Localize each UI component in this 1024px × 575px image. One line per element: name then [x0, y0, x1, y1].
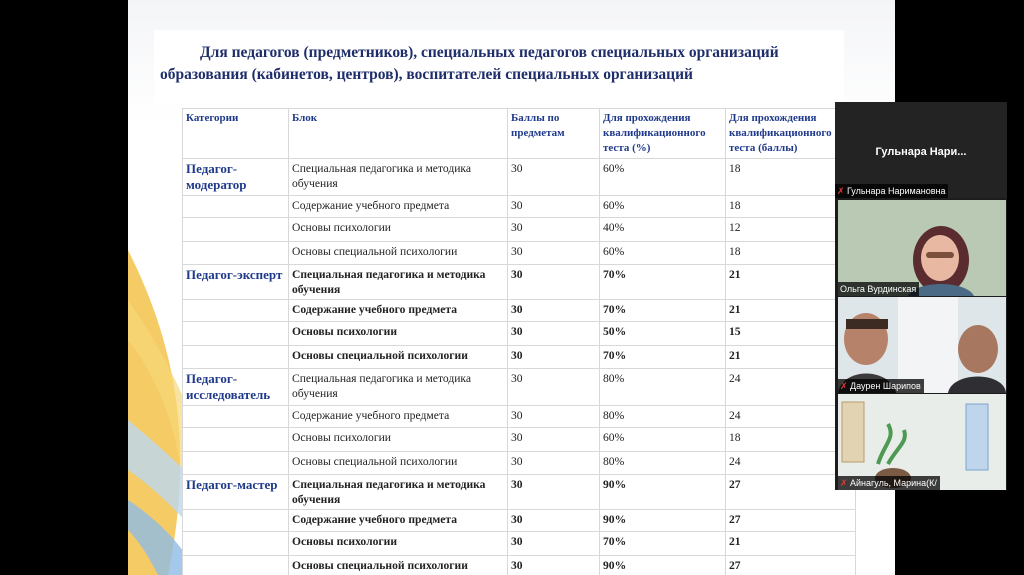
block-cell: Содержание учебного предмета — [289, 196, 508, 218]
block-cell: Основы специальной психологии — [289, 346, 508, 369]
table-row — [183, 300, 856, 322]
percent-cell: 60% — [600, 196, 726, 218]
mic-muted-icon: ✗ — [840, 478, 848, 488]
participant-nameplate — [838, 282, 919, 296]
block-cell: Специальная педагогика и методика обучения — [289, 159, 508, 196]
participant-nameplate — [835, 184, 948, 198]
table-row — [183, 196, 856, 218]
table-header-row — [183, 109, 856, 159]
mic-muted-icon: ✗ — [840, 381, 848, 391]
percent-cell: 70% — [600, 300, 726, 322]
points-cell: 21 — [726, 300, 856, 322]
points-cell: 24 — [726, 369, 856, 406]
score-cell: 30 — [508, 510, 600, 532]
participant-name: Даурен Шарипов — [850, 381, 921, 391]
participant-video-tile[interactable] — [838, 200, 1006, 296]
category-cell — [183, 322, 289, 346]
points-cell: 18 — [726, 196, 856, 218]
category-cell: Педагог-исследователь — [183, 369, 289, 406]
block-cell: Основы психологии — [289, 532, 508, 556]
table-row — [183, 242, 856, 265]
active-speaker-tile[interactable] — [835, 102, 1007, 198]
category-cell — [183, 532, 289, 556]
percent-cell: 80% — [600, 406, 726, 428]
table-row — [183, 510, 856, 532]
header-category: Категории — [183, 109, 289, 159]
table-row — [183, 265, 856, 300]
percent-cell: 60% — [600, 428, 726, 452]
block-cell: Содержание учебного предмета — [289, 406, 508, 428]
points-cell: 24 — [726, 452, 856, 475]
score-cell: 30 — [508, 406, 600, 428]
participant-nameplate — [838, 476, 940, 490]
score-cell: 30 — [508, 218, 600, 242]
table-row — [183, 532, 856, 556]
category-cell — [183, 510, 289, 532]
percent-cell: 90% — [600, 475, 726, 510]
percent-cell: 70% — [600, 532, 726, 556]
table-row — [183, 346, 856, 369]
score-cell: 30 — [508, 369, 600, 406]
participant-name: Айнагуль, Марина(К/ — [850, 478, 937, 488]
score-cell: 30 — [508, 346, 600, 369]
block-cell: Основы специальной психологии — [289, 556, 508, 575]
block-cell: Основы психологии — [289, 218, 508, 242]
points-cell: 21 — [726, 532, 856, 556]
points-cell: 18 — [726, 159, 856, 196]
category-cell — [183, 346, 289, 369]
score-cell: 30 — [508, 452, 600, 475]
block-cell: Основы психологии — [289, 322, 508, 346]
table-row — [183, 369, 856, 406]
presentation-slide — [128, 0, 895, 575]
percent-cell: 80% — [600, 452, 726, 475]
category-cell: Педагог-модератор — [183, 159, 289, 196]
category-cell — [183, 452, 289, 475]
participant-name: Ольга Вурдинская — [840, 284, 917, 294]
points-cell: 12 — [726, 218, 856, 242]
score-cell: 30 — [508, 475, 600, 510]
header-score: Баллы по предметам — [508, 109, 600, 159]
active-speaker-name: Гульнара Нари... — [875, 146, 967, 158]
score-cell: 30 — [508, 428, 600, 452]
points-cell: 18 — [726, 428, 856, 452]
points-cell: 15 — [726, 322, 856, 346]
block-cell: Специальная педагогика и методика обучения — [289, 369, 508, 406]
block-cell: Основы специальной психологии — [289, 452, 508, 475]
block-cell: Содержание учебного предмета — [289, 300, 508, 322]
category-cell — [183, 556, 289, 575]
table-row — [183, 218, 856, 242]
points-cell: 21 — [726, 265, 856, 300]
block-cell: Содержание учебного предмета — [289, 510, 508, 532]
percent-cell: 50% — [600, 322, 726, 346]
category-cell — [183, 196, 289, 218]
header-points: Для прохождения квалификационного теста (баллы) — [726, 109, 856, 159]
table-row — [183, 556, 856, 575]
block-cell: Основы специальной психологии — [289, 242, 508, 265]
percent-cell: 80% — [600, 369, 726, 406]
points-cell: 18 — [726, 242, 856, 265]
participant-name: Гульнара Наримановна — [847, 186, 946, 196]
points-cell: 27 — [726, 510, 856, 532]
table-row — [183, 406, 856, 428]
video-participants-panel — [835, 102, 1007, 490]
percent-cell: 60% — [600, 159, 726, 196]
score-cell: 30 — [508, 265, 600, 300]
points-cell: 24 — [726, 406, 856, 428]
points-cell: 21 — [726, 346, 856, 369]
score-cell: 30 — [508, 532, 600, 556]
percent-cell: 70% — [600, 346, 726, 369]
percent-cell: 90% — [600, 556, 726, 575]
slide-title: Для педагогов (предметников), специальных педагогов специальных организаций образования (кабинетов, центров), воспитателей специальных организаций — [160, 44, 779, 83]
percent-cell: 90% — [600, 510, 726, 532]
participant-video-tile[interactable] — [838, 297, 1006, 393]
participant-nameplate — [838, 379, 924, 393]
header-block: Блок — [289, 109, 508, 159]
block-cell: Специальная педагогика и методика обучения — [289, 265, 508, 300]
table-row — [183, 428, 856, 452]
category-cell: Педагог-эксперт — [183, 265, 289, 300]
score-cell: 30 — [508, 196, 600, 218]
header-percent: Для прохождения квалификационного теста (%) — [600, 109, 726, 159]
qualification-table — [182, 108, 856, 575]
points-cell: 27 — [726, 475, 856, 510]
block-cell: Основы психологии — [289, 428, 508, 452]
score-cell: 30 — [508, 159, 600, 196]
category-cell — [183, 242, 289, 265]
percent-cell: 70% — [600, 265, 726, 300]
table-row — [183, 452, 856, 475]
score-cell: 30 — [508, 322, 600, 346]
block-cell: Специальная педагогика и методика обучения — [289, 475, 508, 510]
table-row — [183, 159, 856, 196]
category-cell — [183, 300, 289, 322]
score-cell: 30 — [508, 556, 600, 575]
table-row — [183, 475, 856, 510]
percent-cell: 60% — [600, 242, 726, 265]
category-cell — [183, 218, 289, 242]
participant-video-tile[interactable] — [838, 394, 1006, 490]
percent-cell: 40% — [600, 218, 726, 242]
table-row — [183, 322, 856, 346]
category-cell — [183, 406, 289, 428]
category-cell — [183, 428, 289, 452]
mic-muted-icon: ✗ — [837, 186, 845, 196]
score-cell: 30 — [508, 242, 600, 265]
points-cell: 27 — [726, 556, 856, 575]
category-cell: Педагог-мастер — [183, 475, 289, 510]
score-cell: 30 — [508, 300, 600, 322]
table-body — [183, 159, 856, 575]
